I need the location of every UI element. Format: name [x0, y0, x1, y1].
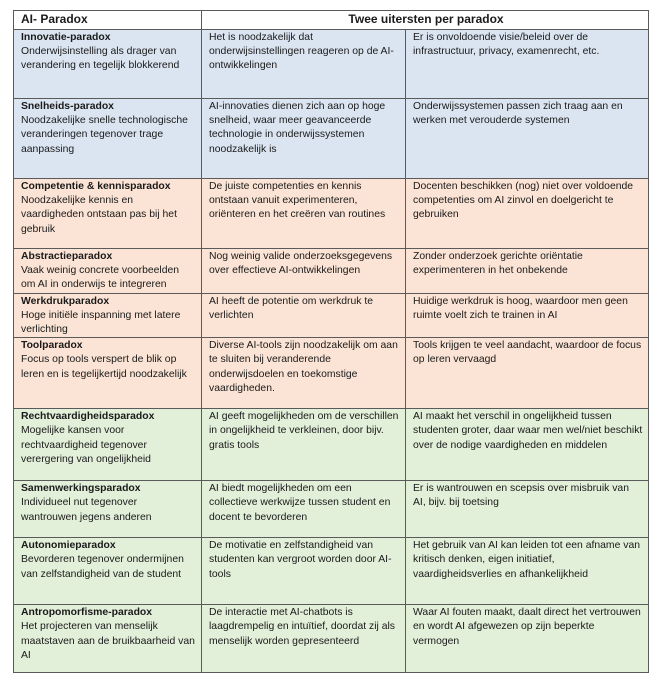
- header-paradox: AI- Paradox: [14, 11, 202, 30]
- extreme-b-cell: AI maakt het verschil in ongelijkheid tussen studenten groter, daar waar men wel/niet beschikt over de nodige vaardigheden en middelen: [406, 409, 649, 481]
- extreme-b-cell: Onderwijssystemen passen zich traag aan en werken met verouderde systemen: [406, 99, 649, 179]
- extreme-a-cell: AI heeft de potentie om werkdruk te verlichten: [202, 293, 406, 338]
- extreme-a-cell: Het is noodzakelijk dat onderwijsinstellingen reageren op de AI-ontwikkelingen: [202, 30, 406, 99]
- paradox-title: Competentie & kennisparadox: [21, 181, 171, 192]
- table-row: [14, 538, 649, 605]
- paradox-cell: [14, 481, 202, 538]
- extreme-a-cell: Diverse AI-tools zijn noodzakelijk om aan te sluiten bij veranderende onderwijsdoelen en toekomstige vaardigheden.: [202, 338, 406, 409]
- paradox-description: Noodzakelijke snelle technologische veranderingen tegenover trage aanpassing: [21, 115, 188, 155]
- table-row: [14, 179, 649, 249]
- paradox-description: Focus op tools verspert de blik op leren en is tegelijkertijd noodzakelijk: [21, 354, 187, 380]
- table-row: [14, 99, 649, 179]
- paradox-title: Autonomieparadox: [21, 540, 116, 552]
- paradox-cell: [14, 99, 202, 179]
- paradox-description: Hoge initiële inspanning met latere verlichting: [21, 309, 181, 336]
- extreme-a-cell: Nog weinig valide onderzoeksgegevens over effectieve AI-ontwikkelingen: [202, 249, 406, 294]
- paradox-description: Bevorderen tegenover ondermijnen van zelfstandigheid van de student: [21, 554, 184, 580]
- extreme-a-cell: AI geeft mogelijkheden om de verschillen in ongelijkheid te verkleinen, door bijv. gratis tools: [202, 409, 406, 481]
- paradox-title: Samenwerkingsparadox: [21, 483, 141, 495]
- paradox-cell: [14, 30, 202, 99]
- extreme-b-cell: Waar AI fouten maakt, daalt direct het vertrouwen en wordt AI afgewezen op zijn beperkte vermogen: [406, 605, 649, 673]
- paradox-title: Abstractieparadox: [21, 251, 113, 262]
- table-row: [14, 409, 649, 481]
- paradox-title: Toolparadox: [21, 340, 83, 352]
- table-row: [14, 605, 649, 673]
- paradox-title: Rechtvaardigheidsparadox: [21, 411, 155, 423]
- paradox-title: Snelheids-paradox: [21, 101, 114, 112]
- paradox-description: Individueel nut tegenover wantrouwen jegens anderen: [21, 497, 152, 523]
- table-row: [14, 30, 649, 99]
- paradox-table: [13, 10, 649, 673]
- paradox-description: Vaak weinig concrete voorbeelden om AI in onderwijs te integreren: [21, 265, 180, 291]
- paradox-cell: [14, 605, 202, 673]
- extreme-a-cell: De motivatie en zelfstandigheid van studenten kan vergroot worden door AI-tools: [202, 538, 406, 605]
- table-header-row: [14, 11, 649, 30]
- paradox-description: Onderwijsinstelling als drager van verandering en tegelijk blokkerend: [21, 46, 180, 72]
- extreme-a-cell: AI biedt mogelijkheden om een collectieve werkwijze tussen student en docent te bevorderen: [202, 481, 406, 538]
- extreme-a-cell: De juiste competenties en kennis ontstaan vanuit experimenteren, oriënteren en het creëren van routines: [202, 179, 406, 249]
- extreme-b-cell: Het gebruik van AI kan leiden tot een afname van kritisch denken, eigen initiatief, vaardigheidsverlies en afhankelijkheid: [406, 538, 649, 605]
- paradox-cell: [14, 538, 202, 605]
- paradox-title: Antropomorfisme-paradox: [21, 607, 153, 619]
- extreme-b-cell: Huidige werkdruk is hoog, waardoor men geen ruimte voelt zich te trainen in AI: [406, 293, 649, 338]
- paradox-description: Noodzakelijke kennis en vaardigheden ontstaan pas bij het gebruik: [21, 195, 177, 235]
- paradox-cell: [14, 338, 202, 409]
- table-row: [14, 293, 649, 338]
- table-row: [14, 338, 649, 409]
- paradox-cell: [14, 293, 202, 338]
- extreme-a-cell: De interactie met AI-chatbots is laagdrempelig en intuïtief, doordat zij als menselijk worden gepresenteerd: [202, 605, 406, 673]
- extreme-b-cell: Zonder onderzoek gerichte oriëntatie experimenteren in het onbekende: [406, 249, 649, 294]
- paradox-description: Het projecteren van menselijk maatstaven aan de bruikbaarheid van AI: [21, 621, 195, 661]
- paradox-cell: [14, 179, 202, 249]
- paradox-title: Innovatie-paradox: [21, 32, 111, 43]
- extreme-b-cell: Er is wantrouwen en scepsis over misbruik van AI, bijv. bij toetsing: [406, 481, 649, 538]
- header-two-extremes: Twee uitersten per paradox: [202, 11, 649, 30]
- paradox-cell: [14, 409, 202, 481]
- extreme-b-cell: Tools krijgen te veel aandacht, waardoor de focus op leren vervaagd: [406, 338, 649, 409]
- extreme-b-cell: Er is onvoldoende visie/beleid over de infrastructuur, privacy, examenrecht, etc.: [406, 30, 649, 99]
- paradox-cell: [14, 249, 202, 294]
- extreme-b-cell: Docenten beschikken (nog) niet over voldoende competenties om AI zinvol en doelgericht te gebruiken: [406, 179, 649, 249]
- paradox-title: Werkdrukparadox: [21, 295, 110, 307]
- extreme-a-cell: AI-innovaties dienen zich aan op hoge snelheid, waar meer geavanceerde technologie in onderwijssystemen noodzakelijk is: [202, 99, 406, 179]
- table-row: [14, 249, 649, 294]
- table-row: [14, 481, 649, 538]
- paradox-description: Mogelijke kansen voor rechtvaardigheid tegenover verergering van ongelijkheid: [21, 425, 151, 465]
